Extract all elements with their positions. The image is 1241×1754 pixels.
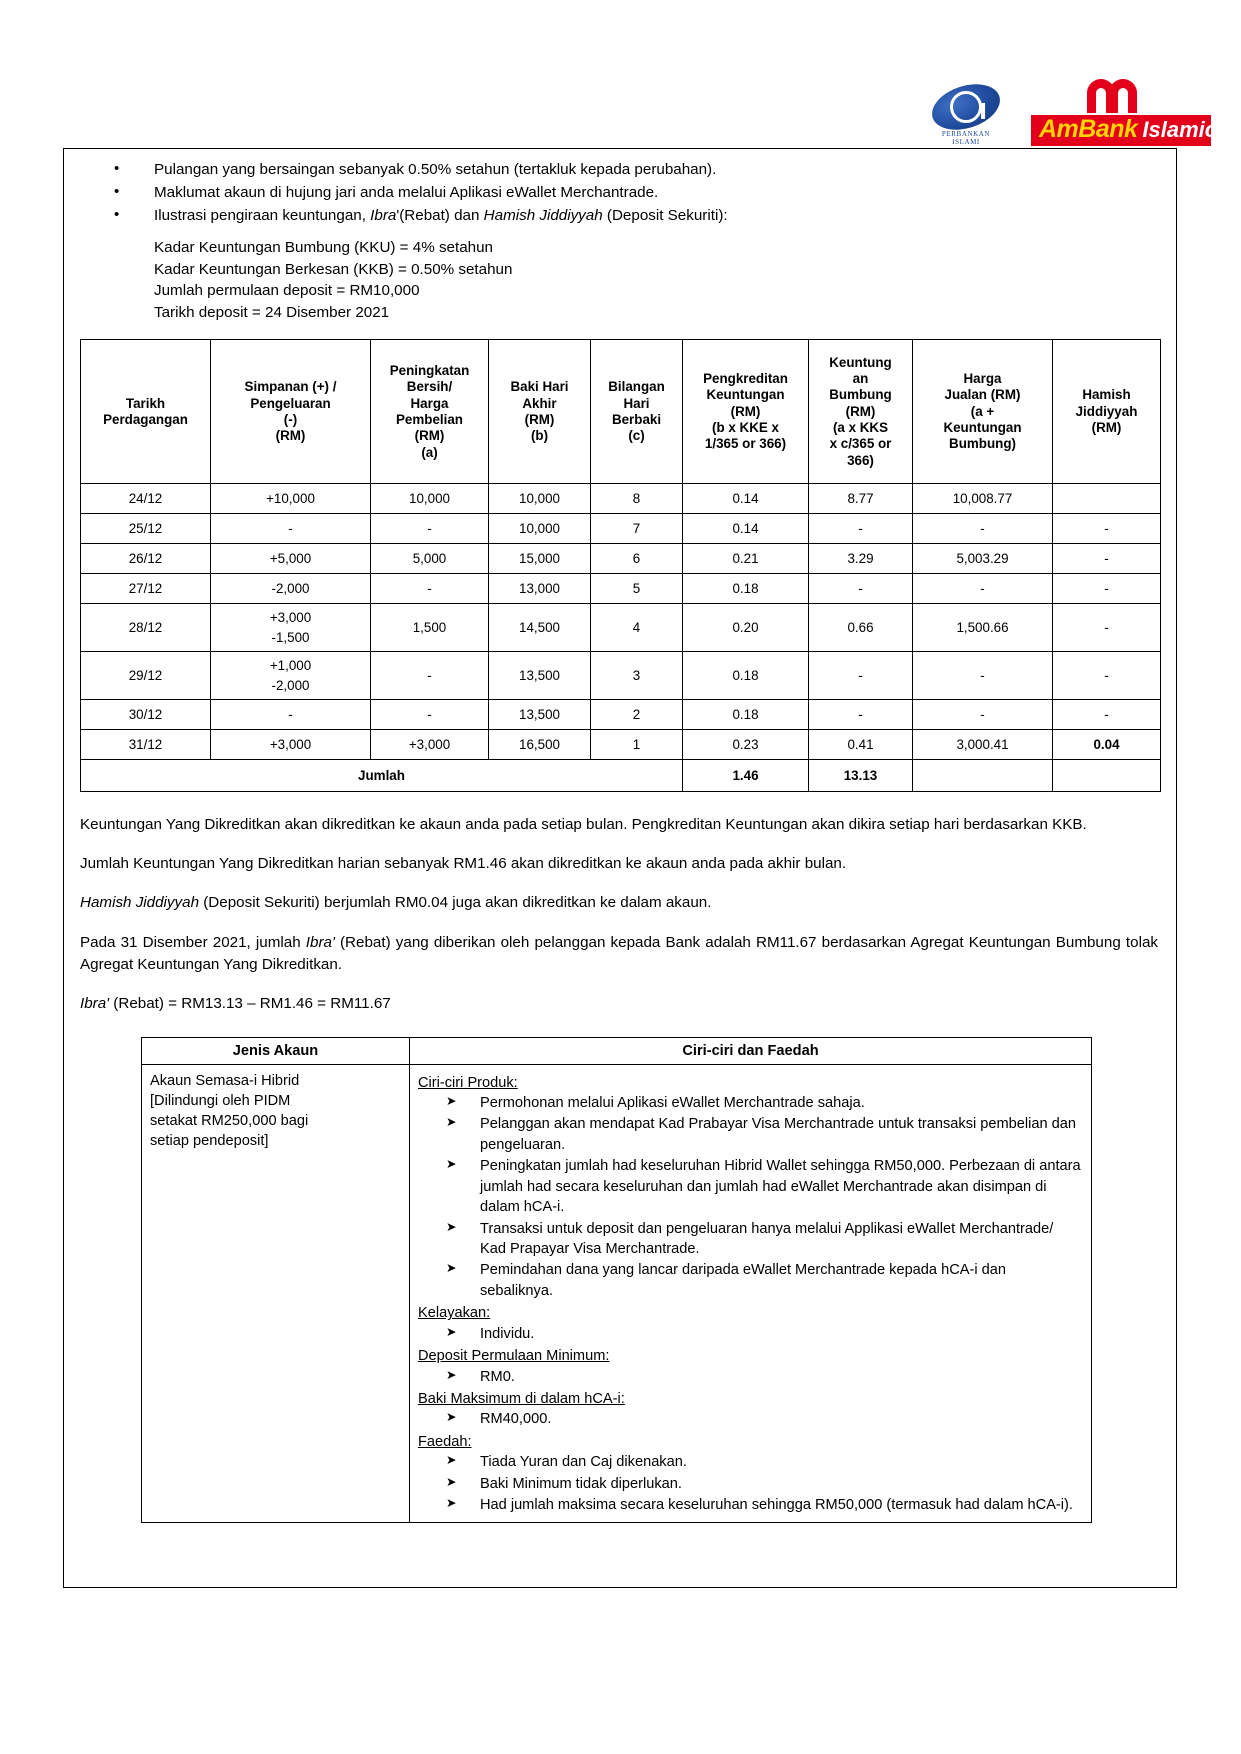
cell-simpanan: +10,000	[211, 484, 371, 514]
cell-bilangan: 1	[591, 730, 683, 760]
paragraph-ibra-formula	[78, 993, 1162, 1015]
pidm-logo-line1: PERBANKAN	[941, 129, 991, 138]
list-item: ➤ Tiada Yuran dan Caj dikenakan.	[418, 1452, 1083, 1472]
cell-harga: 3,000.41	[913, 730, 1053, 760]
list-item: ➤ RM40,000.	[418, 1409, 1083, 1429]
list-item: ➤ Baki Minimum tidak diperlukan.	[418, 1474, 1083, 1494]
cell-pengkreditan: 0.20	[683, 604, 809, 652]
cell-tarikh: 26/12	[81, 544, 211, 574]
cell-pengkreditan: 0.18	[683, 652, 809, 700]
col-bilangan-hari-berbaki: Bilangan Hari Berbaki (c)	[591, 340, 683, 484]
cell-harga: -	[913, 700, 1053, 730]
cell-harga: 1,500.66	[913, 604, 1053, 652]
bullet3-mid: '(Rebat) dan	[396, 207, 484, 225]
cell-total-harga	[913, 760, 1053, 792]
ibra-pre: Pada 31 Disember 2021, jumlah	[80, 933, 306, 951]
cell-features-benefits	[410, 1064, 1092, 1523]
col-jenis-akaun: Jenis Akaun	[142, 1037, 410, 1064]
cell-peningkatan: 5,000	[371, 544, 489, 574]
cell-account-type	[142, 1064, 410, 1523]
cell-bilangan: 2	[591, 700, 683, 730]
features-body-row	[142, 1064, 1092, 1523]
list-item: ➤ Individu.	[418, 1324, 1083, 1344]
cell-baki: 14,500	[489, 604, 591, 652]
col-pengkreditan-keuntungan: Pengkreditan Keuntungan (RM) (b x KKE x 1/365 or 366)	[683, 340, 809, 484]
cell-peningkatan: -	[371, 514, 489, 544]
cell-baki: 15,000	[489, 544, 591, 574]
bullet3-hamish: Hamish Jiddiyyah	[483, 207, 603, 225]
table-row	[81, 544, 1161, 574]
paragraph-ibra-explanation	[78, 932, 1162, 976]
ibra-formula-term: Ibra'	[80, 994, 110, 1012]
cell-bilangan: 3	[591, 652, 683, 700]
list-deposit-minimum	[418, 1367, 1083, 1387]
cell-total-pengkreditan: 1.46	[683, 760, 809, 792]
section-heading-baki-maksimum: Baki Maksimum di dalam hCA-i:	[418, 1390, 625, 1407]
account-name: Akaun Semasa-i Hibrid	[150, 1072, 300, 1089]
pidm-logo-line2: ISLAMI	[952, 137, 980, 146]
features-header-row	[142, 1037, 1092, 1064]
account-features-table	[141, 1037, 1092, 1524]
col-harga-jualan: Harga Jualan (RM) (a + Keuntungan Bumbung)	[913, 340, 1053, 484]
cell-simpanan: +3,000	[211, 730, 371, 760]
islamic-word: Islamic	[1142, 117, 1218, 142]
hamish-rest: (Deposit Sekuriti) berjumlah RM0.04 juga akan dikreditkan ke dalam akaun.	[199, 894, 712, 912]
col-baki-hari-akhir: Baki Hari Akhir (RM) (b)	[489, 340, 591, 484]
cell-bilangan: 8	[591, 484, 683, 514]
ibra-term: Ibra'	[305, 933, 335, 951]
section-heading-faedah: Faedah:	[418, 1433, 472, 1450]
parameters-block	[154, 237, 1162, 323]
pidm-mark-icon	[926, 76, 1006, 138]
cell-tarikh: 31/12	[81, 730, 211, 760]
table-total-row	[81, 760, 1161, 792]
bullet3-post: (Deposit Sekuriti):	[602, 207, 728, 225]
ambank-mark-icon	[1087, 77, 1149, 113]
ambank-islamic-logo	[1031, 77, 1218, 146]
col-simpanan-pengeluaran: Simpanan (+) / Pengeluaran (-) (RM)	[211, 340, 371, 484]
cell-keuntungan: 3.29	[809, 544, 913, 574]
list-item: ➤ Peningkatan jumlah had keseluruhan Hibrid Wallet sehingga RM50,000. Perbezaan di antara jumlah had secara keseluruhan dan jumlah had eWallet Merchantrade akan disimpan di dalam hCA-i.	[418, 1156, 1083, 1217]
bullet3-ibra: Ibra	[370, 207, 397, 225]
ambank-word: AmBank	[1039, 115, 1138, 143]
cell-baki: 13,500	[489, 700, 591, 730]
cell-simpanan: -	[211, 700, 371, 730]
account-pidm-1: [Dilindungi oleh PIDM	[150, 1092, 291, 1109]
content-frame	[63, 148, 1177, 1588]
cell-total-label: Jumlah	[81, 760, 683, 792]
paragraph-hamish-jiddiyyah	[78, 892, 1162, 914]
cell-tarikh: 30/12	[81, 700, 211, 730]
cell-hamish: -	[1053, 544, 1161, 574]
cell-keuntungan: -	[809, 574, 913, 604]
cell-simpanan: +5,000	[211, 544, 371, 574]
paragraph-daily-total: Jumlah Keuntungan Yang Dikreditkan harian sebanyak RM1.46 akan dikreditkan ke akaun anda pada akhir bulan.	[80, 855, 847, 873]
col-ciri-faedah: Ciri-ciri dan Faedah	[410, 1037, 1092, 1064]
cell-total-hamish	[1053, 760, 1161, 792]
cell-bilangan: 5	[591, 574, 683, 604]
cell-hamish: 0.04	[1053, 730, 1161, 760]
col-hamish-jiddiyyah: Hamish Jiddiyyah (RM)	[1053, 340, 1161, 484]
cell-peningkatan: -	[371, 700, 489, 730]
cell-baki: 13,000	[489, 574, 591, 604]
hamish-term: Hamish Jiddiyyah	[80, 894, 200, 912]
table-row	[81, 484, 1161, 514]
cell-keuntungan: -	[809, 700, 913, 730]
cell-hamish: -	[1053, 604, 1161, 652]
ibra-formula-rest: (Rebat) = RM13.13 – RM1.46 = RM11.67	[109, 994, 391, 1012]
cell-tarikh: 29/12	[81, 652, 211, 700]
cell-harga: -	[913, 514, 1053, 544]
cell-simpanan: -	[211, 514, 371, 544]
bullet3-pre: Ilustrasi pengiraan keuntungan,	[154, 207, 371, 225]
list-baki-maksimum	[418, 1409, 1083, 1429]
intro-bullet-list	[78, 159, 1162, 227]
cell-peningkatan: +3,000	[371, 730, 489, 760]
ambank-wordmark	[1031, 115, 1218, 146]
cell-tarikh: 28/12	[81, 604, 211, 652]
table-row	[81, 574, 1161, 604]
cell-harga: 5,003.29	[913, 544, 1053, 574]
profit-calculation-table	[80, 339, 1161, 792]
cell-simpanan: +1,000 -2,000	[211, 652, 371, 700]
cell-pengkreditan: 0.21	[683, 544, 809, 574]
document-header	[923, 60, 1218, 146]
bullet-item: • Pulangan yang bersaingan sebanyak 0.50% setahun (tertakluk kepada perubahan).	[78, 159, 1162, 181]
list-item: ➤ RM0.	[418, 1367, 1083, 1387]
cell-keuntungan: 0.66	[809, 604, 913, 652]
cell-peningkatan: 10,000	[371, 484, 489, 514]
list-item: ➤ Transaksi untuk deposit dan pengeluaran hanya melalui Applikasi eWallet Merchantrade/ Kad Prapayar Visa Merchantrade.	[418, 1219, 1083, 1260]
col-peningkatan-bersih: Peningkatan Bersih/ Harga Pembelian (RM) (a)	[371, 340, 489, 484]
cell-keuntungan: -	[809, 514, 913, 544]
ibra-rest: (Rebat) yang diberikan oleh pelanggan kepada Bank adalah RM11.67 berdasarkan Agregat Keuntungan Bumbung tolak Agregat Keuntungan Yang Dikreditkan.	[80, 933, 1158, 973]
cell-baki: 10,000	[489, 514, 591, 544]
cell-bilangan: 7	[591, 514, 683, 544]
list-faedah	[418, 1452, 1083, 1515]
cell-simpanan: -2,000	[211, 574, 371, 604]
bullet-item-illustration	[78, 205, 1162, 227]
cell-hamish: -	[1053, 700, 1161, 730]
pidm-logo	[923, 86, 1009, 146]
param-deposit-amount: Jumlah permulaan deposit = RM10,000	[154, 282, 420, 300]
bullet-item: • Maklumat akaun di hujung jari anda melalui Aplikasi eWallet Merchantrade.	[78, 182, 1162, 204]
cell-pengkreditan: 0.23	[683, 730, 809, 760]
account-pidm-2: setakat RM250,000 bagi	[150, 1112, 309, 1129]
cell-harga: 10,008.77	[913, 484, 1053, 514]
param-deposit-date: Tarikh deposit = 24 Disember 2021	[154, 303, 390, 321]
col-tarikh-perdagangan: Tarikh Perdagangan	[81, 340, 211, 484]
cell-total-keuntungan: 13.13	[809, 760, 913, 792]
table-row	[81, 652, 1161, 700]
features-body	[418, 1073, 1083, 1516]
cell-peningkatan: -	[371, 574, 489, 604]
cell-baki: 13,500	[489, 652, 591, 700]
list-item: ➤ Pelanggan akan mendapat Kad Prabayar Visa Merchantrade untuk transaksi pembelian dan pengeluaran.	[418, 1114, 1083, 1155]
cell-hamish: -	[1053, 514, 1161, 544]
list-ciri-produk	[418, 1093, 1083, 1301]
cell-pengkreditan: 0.14	[683, 484, 809, 514]
table-row	[81, 604, 1161, 652]
cell-harga: -	[913, 574, 1053, 604]
col-keuntungan-bumbung: Keuntung an Bumbung (RM) (a x KKS x c/365 or 366)	[809, 340, 913, 484]
cell-peningkatan: 1,500	[371, 604, 489, 652]
cell-keuntungan: 8.77	[809, 484, 913, 514]
cell-hamish: -	[1053, 574, 1161, 604]
section-heading-ciri-produk: Ciri-ciri Produk:	[418, 1074, 518, 1091]
cell-keuntungan: 0.41	[809, 730, 913, 760]
table-row	[81, 514, 1161, 544]
cell-tarikh: 27/12	[81, 574, 211, 604]
list-kelayakan	[418, 1324, 1083, 1344]
cell-hamish	[1053, 484, 1161, 514]
table-row	[81, 730, 1161, 760]
cell-pengkreditan: 0.18	[683, 700, 809, 730]
cell-bilangan: 6	[591, 544, 683, 574]
cell-baki: 10,000	[489, 484, 591, 514]
cell-pengkreditan: 0.18	[683, 574, 809, 604]
cell-baki: 16,500	[489, 730, 591, 760]
cell-bilangan: 4	[591, 604, 683, 652]
list-item: ➤ Had jumlah maksima secara keseluruhan sehingga RM50,000 (termasuk had dalam hCA-i).	[418, 1495, 1083, 1515]
section-heading-deposit-minimum: Deposit Permulaan Minimum:	[418, 1348, 610, 1365]
param-kkb: Kadar Keuntungan Berkesan (KKB) = 0.50% setahun	[154, 260, 513, 278]
cell-peningkatan: -	[371, 652, 489, 700]
cell-keuntungan: -	[809, 652, 913, 700]
cell-tarikh: 24/12	[81, 484, 211, 514]
cell-tarikh: 25/12	[81, 514, 211, 544]
table-row	[81, 700, 1161, 730]
list-item: ➤ Pemindahan dana yang lancar daripada eWallet Merchantrade kepada hCA-i dan sebaliknya.	[418, 1260, 1083, 1301]
calc-table-header-row	[81, 340, 1161, 484]
cell-harga: -	[913, 652, 1053, 700]
pidm-logo-text	[942, 130, 990, 146]
account-pidm-3: setiap pendeposit]	[150, 1132, 269, 1149]
section-heading-kelayakan: Kelayakan:	[418, 1305, 491, 1322]
cell-hamish: -	[1053, 652, 1161, 700]
cell-simpanan: +3,000 -1,500	[211, 604, 371, 652]
paragraph-credit-monthly: Keuntungan Yang Dikreditkan akan dikreditkan ke akaun anda pada setiap bulan. Pengkreditan Keuntungan akan dikira setiap hari berdasarkan KKB.	[80, 816, 1087, 834]
param-kku: Kadar Keuntungan Bumbung (KKU) = 4% setahun	[154, 239, 493, 257]
list-item: ➤ Permohonan melalui Aplikasi eWallet Merchantrade sahaja.	[418, 1093, 1083, 1113]
cell-pengkreditan: 0.14	[683, 514, 809, 544]
